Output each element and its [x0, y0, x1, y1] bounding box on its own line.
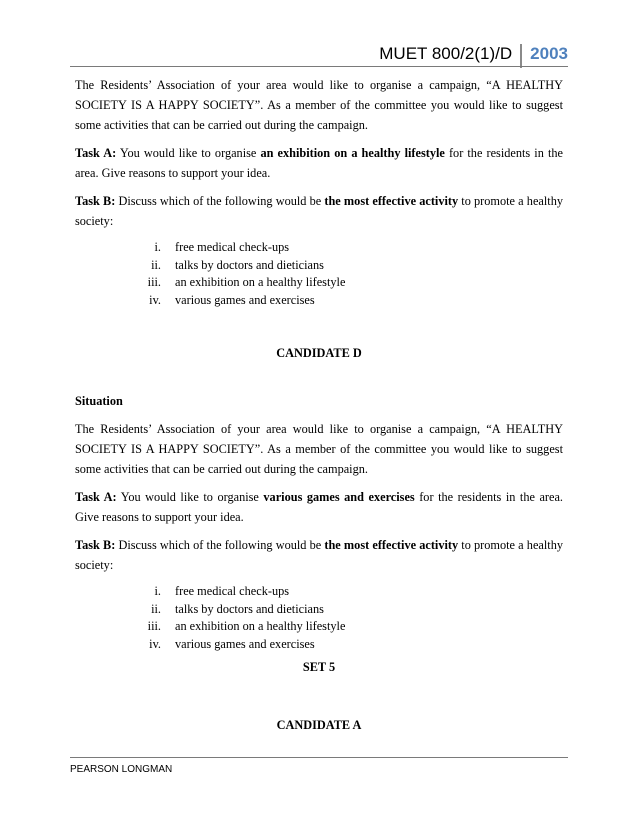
list-item: ii. talks by doctors and dieticians — [151, 257, 324, 272]
candidate-d-heading: CANDIDATE D — [276, 346, 362, 360]
exam-code: MUET 800/2(1)/D — [379, 44, 522, 68]
list-item: iii. an exhibition on a healthy lifestyle — [147, 619, 346, 633]
list-item: i. free medical check-ups — [154, 584, 290, 598]
list-item: i. free medical check-ups — [154, 240, 290, 254]
page-footer — [70, 757, 568, 775]
task-a-1: Task A: You would like to organise an exhibition on a healthy lifestyle for the residents in the area. Give reasons to support your idea. — [75, 146, 563, 180]
options-list-2 — [75, 583, 563, 653]
list-item: iii. an exhibition on a healthy lifestyle — [147, 275, 346, 289]
task-a-2: Task A: You would like to organise various games and exercises for the residents in the area. Give reasons to support your idea. — [75, 490, 563, 524]
situation-heading: Situation — [75, 394, 123, 408]
document-body — [75, 75, 563, 735]
candidate-a-heading: CANDIDATE A — [276, 718, 362, 732]
intro-paragraph-1: The Residents’ Association of your area would like to organise a campaign, “A HEALTHY SOCIETY IS A HAPPY SOCIETY”. As a member of the committee you would like to suggest some activities that can be carried out during the campaign. — [75, 78, 563, 132]
exam-year: 2003 — [530, 44, 568, 63]
task-b-2: Task B: Discuss which of the following would be the most effective activity to promote a healthy society: — [75, 538, 563, 572]
set-heading: SET 5 — [302, 660, 336, 674]
list-item: iv. various games and exercises — [149, 636, 315, 651]
header-divider — [70, 66, 568, 67]
task-b-1: Task B: Discuss which of the following would be the most effective activity to promote a healthy society: — [75, 194, 563, 228]
publisher-name: PEARSON LONGMAN — [70, 764, 173, 775]
list-item: ii. talks by doctors and dieticians — [151, 601, 324, 616]
list-item: iv. various games and exercises — [149, 292, 315, 307]
task-b-label: Task B: — [75, 194, 116, 208]
intro-paragraph-2: The Residents’ Association of your area would like to organise a campaign, “A HEALTHY SOCIETY IS A HAPPY SOCIETY”. As a member of the committee you would like to suggest some activities that can be carried out during the campaign. — [75, 422, 563, 476]
task-a-label: Task A: — [75, 146, 117, 160]
options-list-1 — [75, 239, 563, 309]
page-header — [379, 34, 568, 68]
